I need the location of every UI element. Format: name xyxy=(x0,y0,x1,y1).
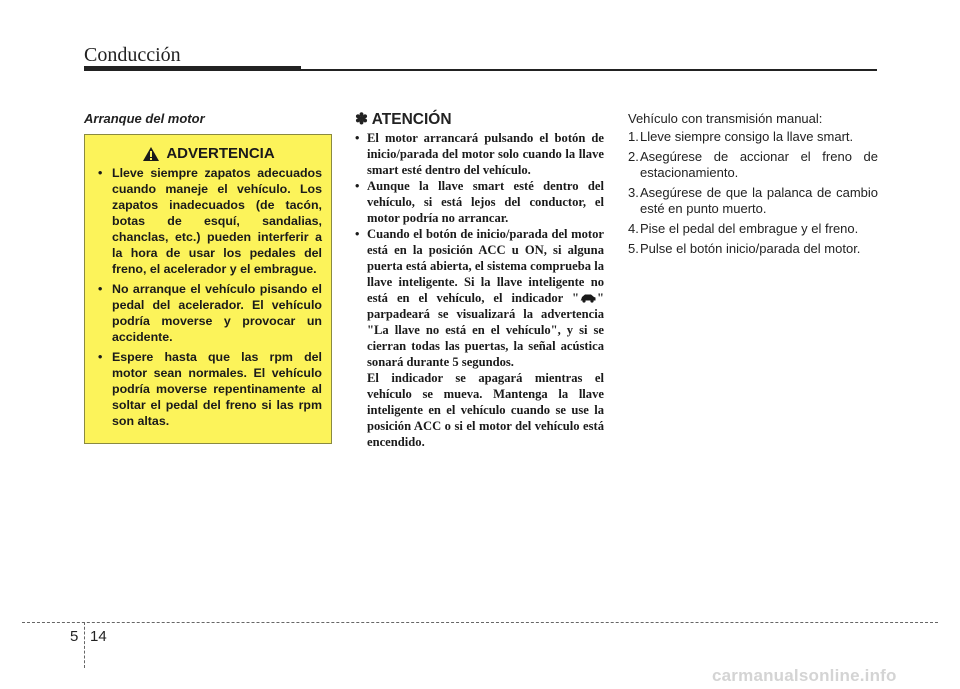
section-title: Arranque del motor xyxy=(84,111,205,126)
step-number: 4. xyxy=(628,221,639,236)
header-rule-thin xyxy=(301,69,877,71)
step-item xyxy=(628,241,878,257)
manual-steps-list xyxy=(628,129,878,261)
step-text: Lleve siempre consigo la llave smart. xyxy=(640,129,854,144)
attention-item-text: El indicador se apagará mientras el vehículo se mueva. Mantenga la llave inteligente en el vehículo cuando se use la posición ACC o si el motor del vehículo está encendido. xyxy=(367,371,604,449)
warning-item: • No arranque el vehículo pisando el pedal del acelerador. El vehículo podría moverse y provocar un accidente. xyxy=(95,281,322,345)
step-number: 1. xyxy=(628,129,639,144)
attention-item xyxy=(355,226,604,450)
chapter-number: 5 xyxy=(70,628,79,645)
step-text: Pulse el botón inicio/parada del motor. xyxy=(640,241,861,256)
page-header-title: Conducción xyxy=(84,44,181,66)
footer-divider xyxy=(22,622,938,623)
step-number: 3. xyxy=(628,185,639,200)
watermark: carmanualsonline.info xyxy=(712,666,897,685)
step-text: Pise el pedal del embrague y el freno. xyxy=(640,221,859,236)
warning-item: • Lleve siempre zapatos adecuados cuando maneje el vehículo. Los zapatos inadecuados (de tacón, botas de esquí, sandalias, chanclas, etc.) pueden interferir a la hora de usar los pedales del freno, el acelerador y el embrague. xyxy=(95,165,322,277)
footer-vertical-divider xyxy=(84,622,85,668)
attention-item: • Aunque la llave smart esté dentro del vehículo, si está lejos del conductor, el motor podría no arrancar. xyxy=(355,178,604,226)
step-item xyxy=(628,221,878,237)
header-rule-thick xyxy=(84,66,301,71)
warning-list xyxy=(95,165,322,429)
warning-item: • Espere hasta que las rpm del motor sean normales. El vehículo podría moverse repentinamente al soltar el pedal del freno si las rpm son altas. xyxy=(95,349,322,429)
warning-header xyxy=(95,145,322,162)
warning-triangle-icon xyxy=(142,146,160,162)
step-item xyxy=(628,185,878,217)
car-icon xyxy=(579,291,597,301)
attention-title: ✽ ATENCIÓN xyxy=(355,111,452,128)
step-text: Asegúrese de accionar el freno de estacionamiento. xyxy=(640,149,878,180)
step-text: Asegúrese de que la palanca de cambio esté en punto muerto. xyxy=(640,185,878,216)
manual-transmission-intro: Vehículo con transmisión manual: xyxy=(628,111,823,126)
step-item xyxy=(628,149,878,181)
attention-list xyxy=(355,130,604,450)
step-number: 2. xyxy=(628,149,639,164)
attention-item-text: Cuando el botón de inicio/parada del motor está en la posición ACC u ON, si alguna puerta está abierta, el sistema comprueba la llave inteligente. Si la llave inteligente no está en el vehículo, el indicador " xyxy=(367,227,604,305)
step-number: 5. xyxy=(628,241,639,256)
page-number: 14 xyxy=(90,628,107,645)
warning-box xyxy=(84,134,332,444)
attention-item: • El motor arrancará pulsando el botón de inicio/parada del motor solo cuando la llave smart esté dentro del vehículo. xyxy=(355,130,604,178)
attention-item-text: " parpadeará se visualizará la advertencia "La llave no está en el vehículo", y si se cierran todas las puertas, la señal acústica sonará durante 5 segundos. xyxy=(367,291,604,369)
warning-title: ADVERTENCIA xyxy=(166,145,275,162)
step-item xyxy=(628,129,878,145)
